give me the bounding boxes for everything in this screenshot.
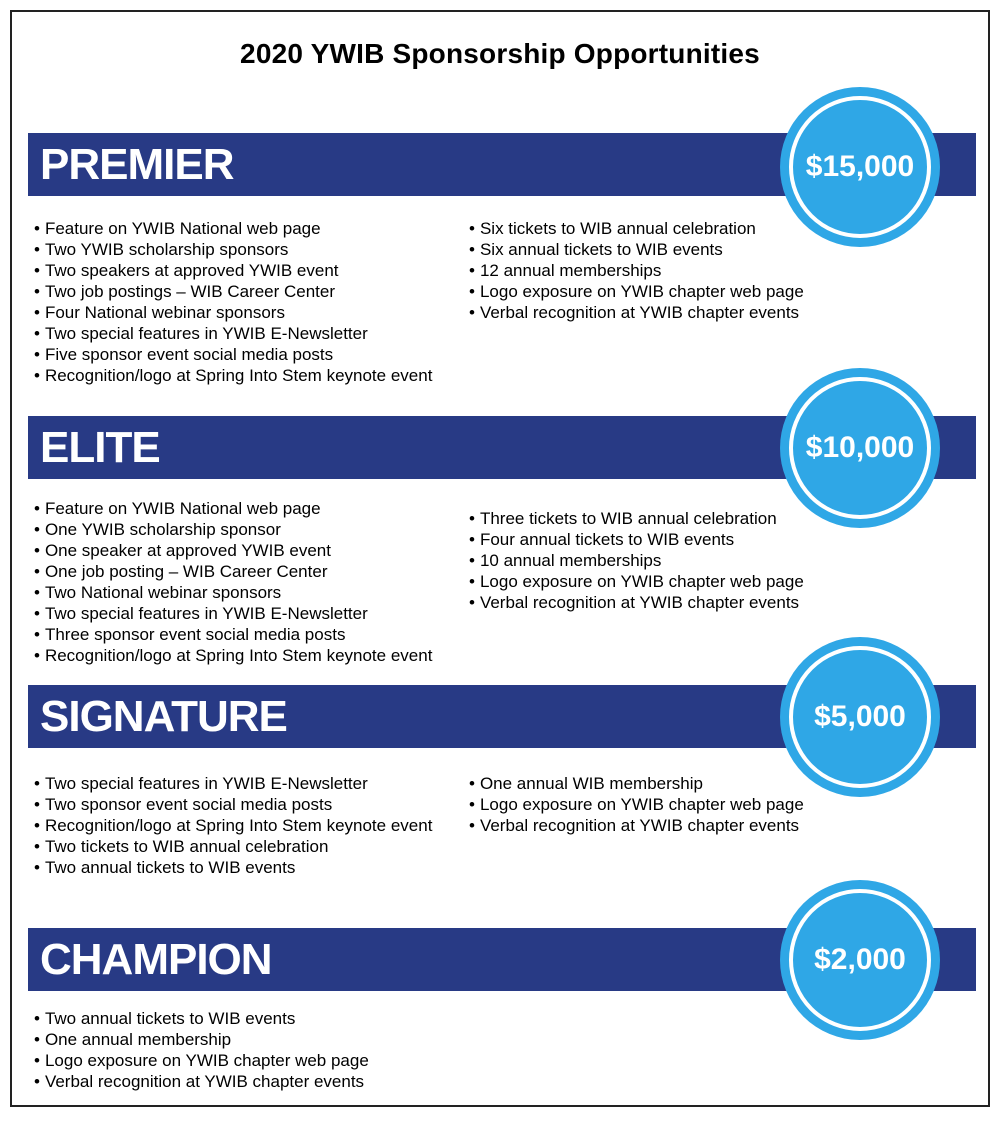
list-item: • Feature on YWIB National web page: [34, 218, 432, 239]
price-premier: $15,000: [805, 150, 915, 183]
list-item: • Two special features in YWIB E-Newsletter: [34, 323, 432, 344]
list-item: • Two tickets to WIB annual celebration: [34, 836, 432, 857]
list-item: • Two speakers at approved YWIB event: [34, 260, 432, 281]
tier-name-champion: CHAMPION: [40, 935, 272, 984]
price-badge-ring: [789, 646, 931, 788]
list-item: • Six tickets to WIB annual celebration: [469, 218, 804, 239]
list-item: • One YWIB scholarship sponsor: [34, 519, 432, 540]
list-item: • Verbal recognition at YWIB chapter events: [469, 592, 804, 613]
list-item: • Logo exposure on YWIB chapter web page: [469, 571, 804, 592]
list-item: • Five sponsor event social media posts: [34, 344, 432, 365]
tier-list-right-premier: [469, 218, 804, 323]
list-item: • Feature on YWIB National web page: [34, 498, 432, 519]
list-item: • Four National webinar sponsors: [34, 302, 432, 323]
list-item: • Two annual tickets to WIB events: [34, 857, 432, 878]
price-badge-signature: [780, 637, 940, 797]
price-signature: $5,000: [814, 700, 906, 733]
price-badge-ring: [789, 377, 931, 519]
price-elite: $10,000: [805, 431, 915, 464]
tier-list-left-signature: [34, 773, 432, 878]
list-item: • One speaker at approved YWIB event: [34, 540, 432, 561]
tier-list-left-champion: [34, 1008, 369, 1092]
list-item: • Six annual tickets to WIB events: [469, 239, 804, 260]
tier-list-left-premier: [34, 218, 432, 386]
list-item: • Two special features in YWIB E-Newsletter: [34, 773, 432, 794]
tier-name-premier: PREMIER: [40, 140, 234, 189]
price-badge-ring: [789, 96, 931, 238]
list-item: • Three tickets to WIB annual celebration: [469, 508, 804, 529]
list-item: • Three sponsor event social media posts: [34, 624, 432, 645]
price-badge-champion: [780, 880, 940, 1040]
list-item: • Two annual tickets to WIB events: [34, 1008, 369, 1029]
list-item: • Two YWIB scholarship sponsors: [34, 239, 432, 260]
price-badge-ring: [789, 889, 931, 1031]
list-item: • Logo exposure on YWIB chapter web page: [469, 281, 804, 302]
tier-name-elite: ELITE: [40, 423, 160, 472]
list-item: • 10 annual memberships: [469, 550, 804, 571]
list-item: • Verbal recognition at YWIB chapter events: [469, 302, 804, 323]
list-item: • Logo exposure on YWIB chapter web page: [469, 794, 804, 815]
list-item: • Four annual tickets to WIB events: [469, 529, 804, 550]
list-item: • Verbal recognition at YWIB chapter events: [469, 815, 804, 836]
price-champion: $2,000: [814, 943, 906, 976]
tier-list-left-elite: [34, 498, 432, 666]
list-item: • 12 annual memberships: [469, 260, 804, 281]
tier-list-right-elite: [469, 508, 804, 613]
list-item: • One annual WIB membership: [469, 773, 804, 794]
list-item: • One job posting – WIB Career Center: [34, 561, 432, 582]
list-item: • Two job postings – WIB Career Center: [34, 281, 432, 302]
price-badge-premier: [780, 87, 940, 247]
tier-list-right-signature: [469, 773, 804, 836]
list-item: • Two National webinar sponsors: [34, 582, 432, 603]
list-item: • One annual membership: [34, 1029, 369, 1050]
list-item: • Two sponsor event social media posts: [34, 794, 432, 815]
list-item: • Logo exposure on YWIB chapter web page: [34, 1050, 369, 1071]
list-item: • Recognition/logo at Spring Into Stem keynote event: [34, 815, 432, 836]
price-badge-elite: [780, 368, 940, 528]
list-item: • Two special features in YWIB E-Newsletter: [34, 603, 432, 624]
list-item: • Recognition/logo at Spring Into Stem keynote event: [34, 645, 432, 666]
tier-name-signature: SIGNATURE: [40, 692, 287, 741]
list-item: • Verbal recognition at YWIB chapter events: [34, 1071, 369, 1092]
page-title: 2020 YWIB Sponsorship Opportunities: [240, 38, 760, 69]
list-item: • Recognition/logo at Spring Into Stem keynote event: [34, 365, 432, 386]
